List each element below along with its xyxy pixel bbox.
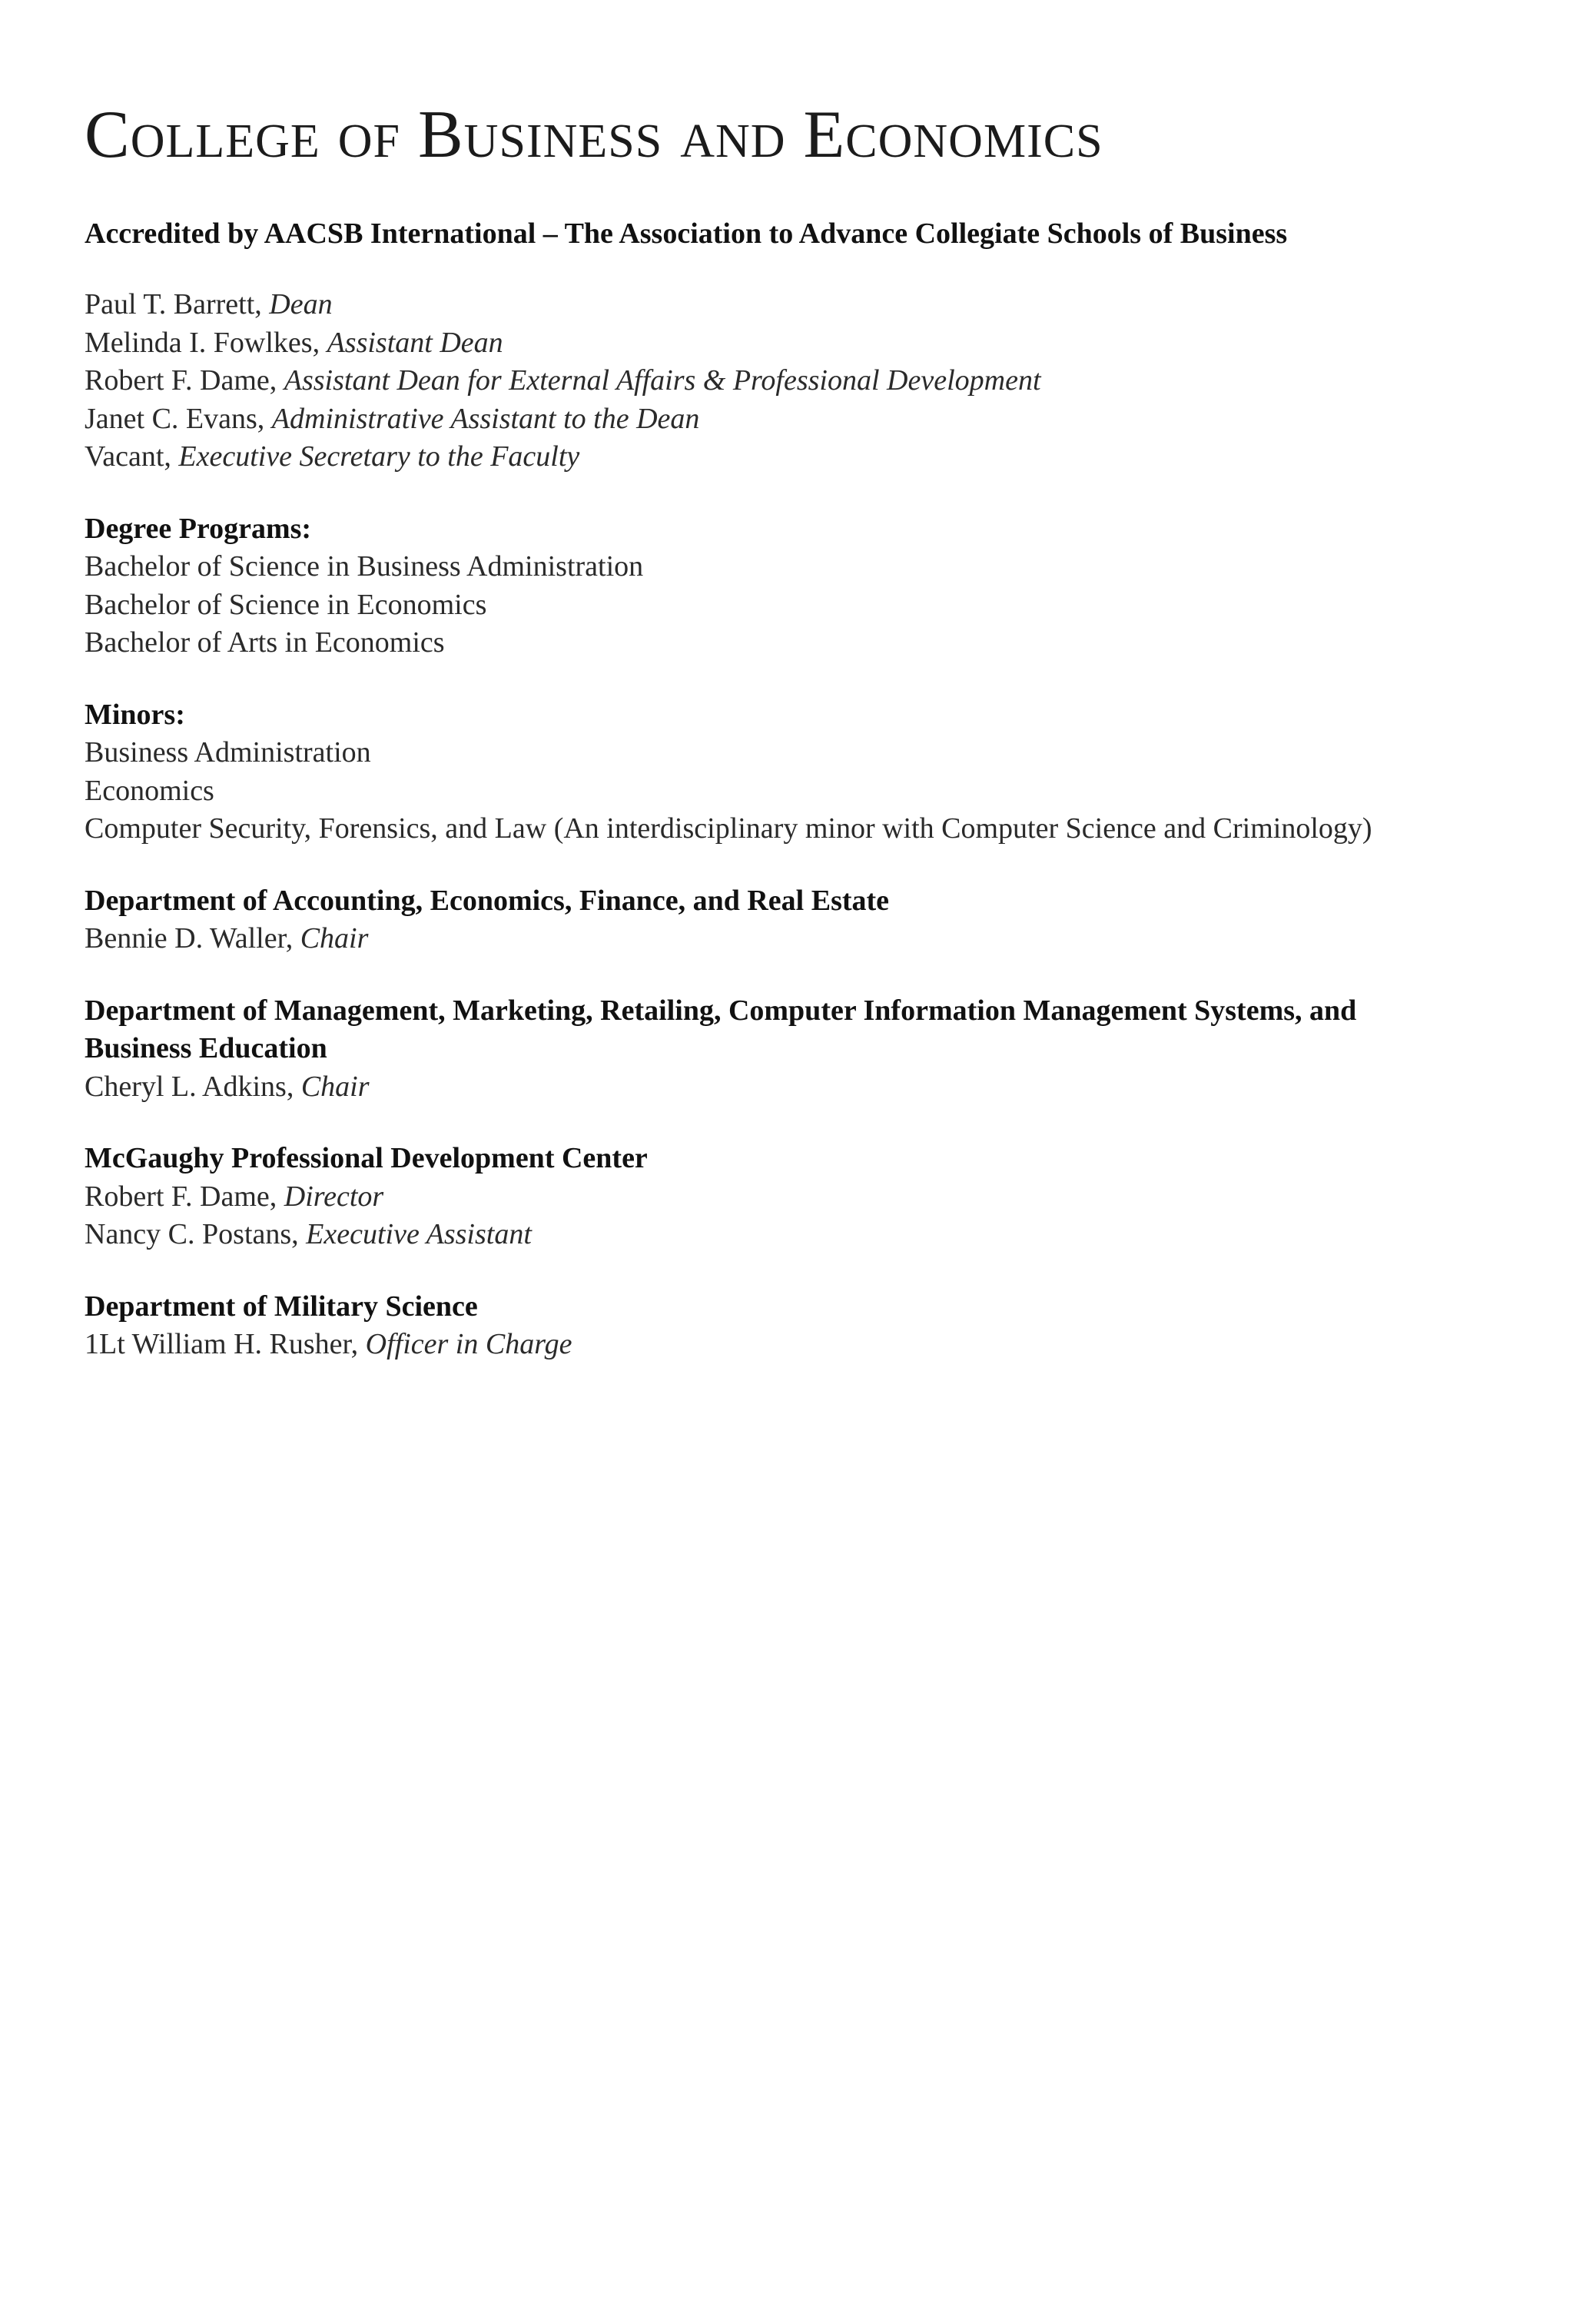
staff-role: Dean [269, 288, 333, 321]
person-name: Nancy C. Postans, [85, 1218, 307, 1251]
dept-military-officer [85, 1326, 1514, 1364]
person-name: Cheryl L. Adkins, [85, 1070, 301, 1103]
person-role: Officer in Charge [365, 1328, 572, 1361]
minor-item: Business Administration [85, 736, 371, 769]
staff-name: Vacant, [85, 440, 179, 473]
accreditation-statement: Accredited by AACSB International – The Association to Advance Collegiate Schools of Business [85, 217, 1288, 251]
minor-item: Economics [85, 774, 214, 807]
staff-entry [85, 438, 1514, 476]
staff-name: Janet C. Evans, [85, 402, 272, 435]
person-name: Bennie D. Waller, [85, 922, 300, 955]
staff-role: Assistant Dean for External Affairs & Professional Development [284, 364, 1041, 397]
dept-accounting-heading: Department of Accounting, Economics, Finance, and Real Estate [85, 884, 890, 917]
dept-accounting-section [85, 882, 1514, 958]
dept-management-section [85, 992, 1514, 1107]
staff-entry [85, 400, 1514, 439]
staff-entry [85, 286, 1514, 324]
staff-name: Melinda I. Fowlkes, [85, 326, 327, 359]
dept-accounting-chair [85, 920, 1514, 958]
degree-programs-section [85, 510, 1514, 662]
dept-management-chair [85, 1068, 1514, 1107]
staff-entry [85, 324, 1514, 363]
catalog-page [85, 100, 1514, 1398]
dept-management-heading-line2: Business Education [85, 1032, 327, 1065]
staff-name: Paul T. Barrett, [85, 288, 270, 321]
person-name: Robert F. Dame, [85, 1180, 284, 1213]
minor-item: Computer Security, Forensics, and Law (An interdisciplinary minor with Computer Science and Criminology) [85, 812, 1372, 845]
person-role: Executive Assistant [306, 1218, 532, 1251]
person-role: Director [284, 1180, 384, 1213]
mcgaughy-heading: McGaughy Professional Development Center [85, 1142, 648, 1175]
mcgaughy-director [85, 1178, 1514, 1217]
degree-programs-heading: Degree Programs: [85, 512, 312, 545]
person-role: Chair [300, 922, 369, 955]
minors-section [85, 696, 1514, 848]
page-title: College of Business and Economics [85, 98, 1103, 172]
degree-program-item: Bachelor of Science in Business Administration [85, 550, 644, 583]
dept-management-heading-line1: Department of Management, Marketing, Retailing, Computer Information Management Systems, and [85, 994, 1357, 1027]
staff-entry [85, 362, 1514, 400]
minors-heading: Minors: [85, 698, 185, 731]
staff-role: Administrative Assistant to the Dean [271, 402, 700, 435]
dept-military-section [85, 1288, 1514, 1364]
staff-name: Robert F. Dame, [85, 364, 284, 397]
mcgaughy-center-section [85, 1140, 1514, 1254]
mcgaughy-assistant [85, 1216, 1514, 1254]
dean-staff-list [85, 286, 1514, 476]
person-name: 1Lt William H. Rusher, [85, 1328, 366, 1361]
degree-program-item: Bachelor of Science in Economics [85, 588, 487, 621]
staff-role: Assistant Dean [327, 326, 503, 359]
dept-military-heading: Department of Military Science [85, 1290, 478, 1323]
person-role: Chair [300, 1070, 370, 1103]
staff-role: Executive Secretary to the Faculty [178, 440, 580, 473]
degree-program-item: Bachelor of Arts in Economics [85, 626, 445, 659]
